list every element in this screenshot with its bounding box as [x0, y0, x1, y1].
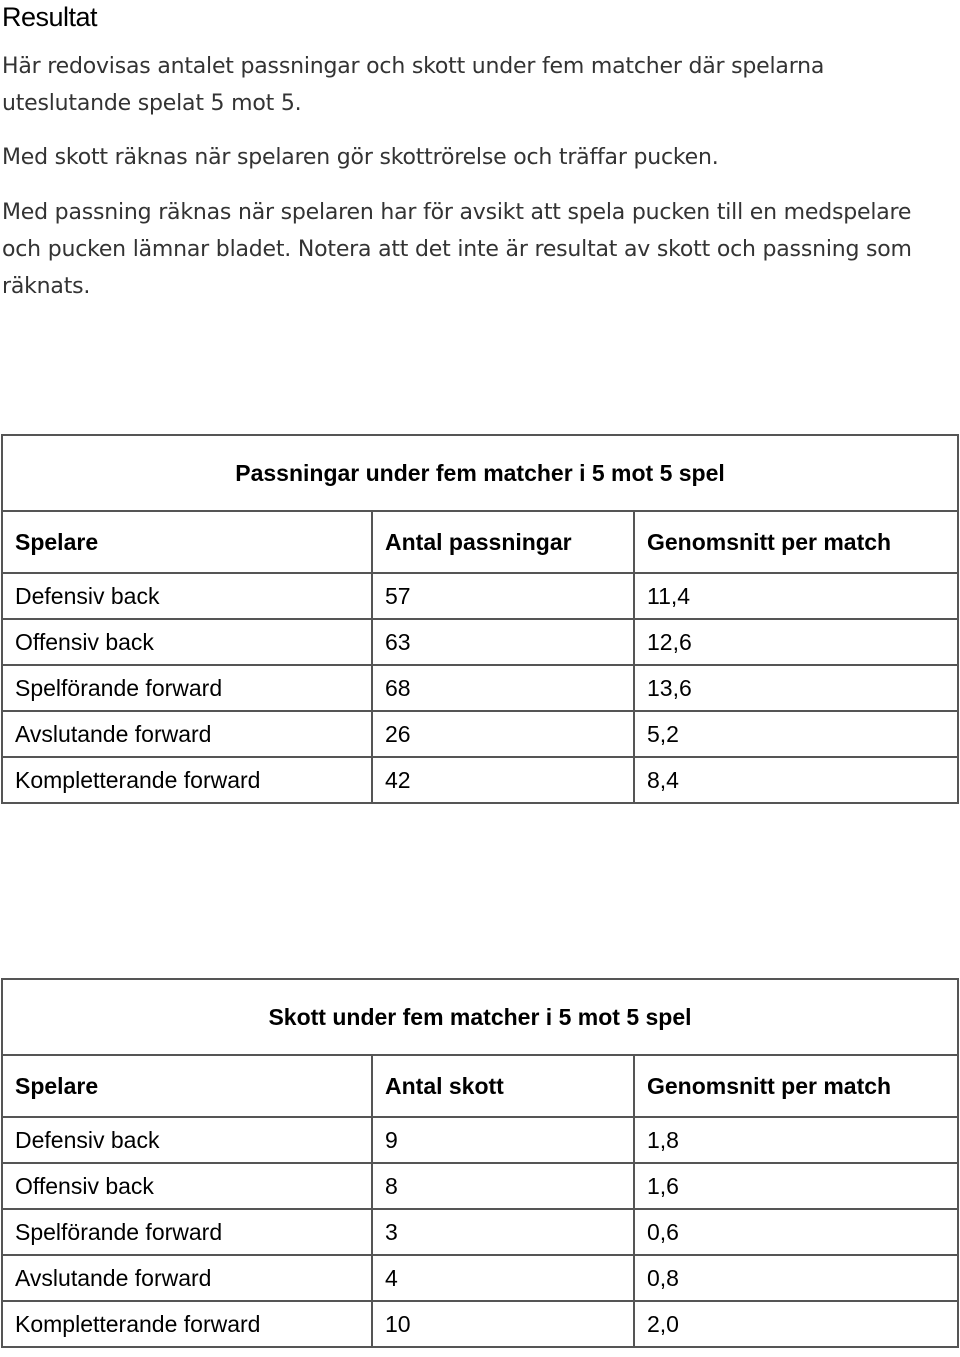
- average-cell: 12,6: [634, 619, 958, 665]
- page-heading: Resultat: [2, 2, 98, 32]
- table-row: [2, 619, 958, 665]
- column-header-average: Genomsnitt per match: [634, 511, 958, 573]
- count-cell: 8: [372, 1163, 634, 1209]
- count-cell: 42: [372, 757, 634, 803]
- count-cell: 10: [372, 1301, 634, 1347]
- table-row: [2, 1117, 958, 1163]
- column-header-player: Spelare: [2, 511, 372, 573]
- passes-table-header-row: [2, 511, 958, 573]
- column-header-player: Spelare: [2, 1055, 372, 1117]
- average-cell: 2,0: [634, 1301, 958, 1347]
- average-cell: 1,6: [634, 1163, 958, 1209]
- table-row: [2, 711, 958, 757]
- average-cell: 0,8: [634, 1255, 958, 1301]
- player-cell: Offensiv back: [2, 1163, 372, 1209]
- table-row: [2, 1163, 958, 1209]
- player-cell: Spelförande forward: [2, 1209, 372, 1255]
- shots-table-title: Skott under fem matcher i 5 mot 5 spel: [2, 979, 958, 1055]
- average-cell: 13,6: [634, 665, 958, 711]
- player-cell: Kompletterande forward: [2, 757, 372, 803]
- passes-table-title: Passningar under fem matcher i 5 mot 5 spel: [2, 435, 958, 511]
- player-cell: Spelförande forward: [2, 665, 372, 711]
- count-cell: 9: [372, 1117, 634, 1163]
- count-cell: 26: [372, 711, 634, 757]
- count-cell: 63: [372, 619, 634, 665]
- column-header-pass-count: Antal passningar: [372, 511, 634, 573]
- player-cell: Kompletterande forward: [2, 1301, 372, 1347]
- player-cell: Offensiv back: [2, 619, 372, 665]
- average-cell: 1,8: [634, 1117, 958, 1163]
- table-row: [2, 1255, 958, 1301]
- column-header-average: Genomsnitt per match: [634, 1055, 958, 1117]
- pass-definition-paragraph: Med passning räknas när spelaren har för avsikt att spela pucken till en medspelare och pucken lämnar bladet. Notera att det inte är resultat av skott och passning som räknats.: [2, 200, 912, 299]
- average-cell: 8,4: [634, 757, 958, 803]
- count-cell: 3: [372, 1209, 634, 1255]
- intro-paragraph: Här redovisas antalet passningar och skott under fem matcher där spelarna uteslutande spelat 5 mot 5.: [2, 54, 825, 116]
- table-row: [2, 573, 958, 619]
- average-cell: 5,2: [634, 711, 958, 757]
- player-cell: Avslutande forward: [2, 1255, 372, 1301]
- count-cell: 57: [372, 573, 634, 619]
- average-cell: 11,4: [634, 573, 958, 619]
- table-row: [2, 1301, 958, 1347]
- count-cell: 4: [372, 1255, 634, 1301]
- table-row: [2, 1209, 958, 1255]
- passes-table: [1, 434, 959, 804]
- column-header-shot-count: Antal skott: [372, 1055, 634, 1117]
- shots-table: [1, 978, 959, 1348]
- table-row: [2, 757, 958, 803]
- player-cell: Defensiv back: [2, 573, 372, 619]
- player-cell: Avslutande forward: [2, 711, 372, 757]
- average-cell: 0,6: [634, 1209, 958, 1255]
- shots-table-header-row: [2, 1055, 958, 1117]
- count-cell: 68: [372, 665, 634, 711]
- table-row: [2, 665, 958, 711]
- shot-definition-paragraph: Med skott räknas när spelaren gör skottrörelse och träffar pucken.: [2, 145, 719, 170]
- player-cell: Defensiv back: [2, 1117, 372, 1163]
